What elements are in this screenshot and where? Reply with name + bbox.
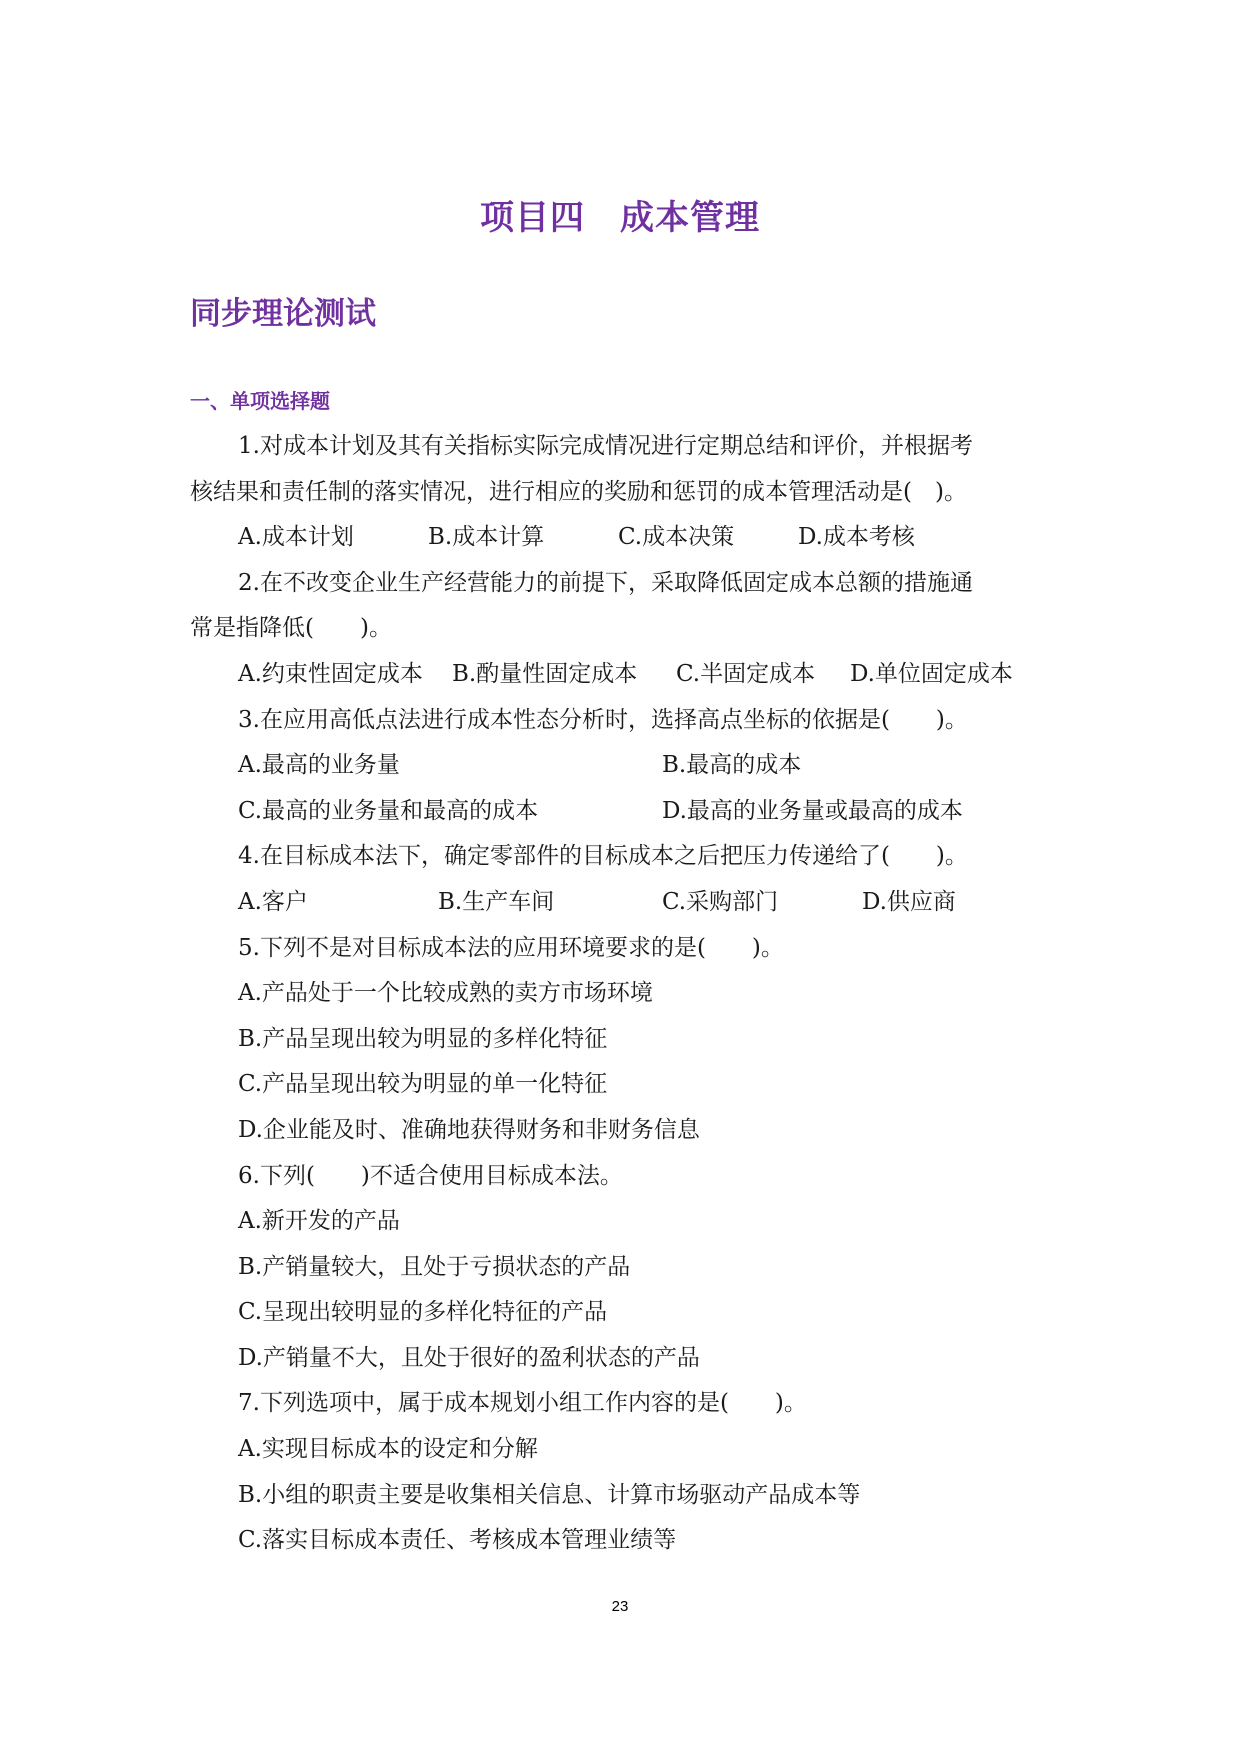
question-4-options xyxy=(190,880,1040,926)
question-3-stem: 3.在应用高低点法进行成本性态分析时，选择高点坐标的依据是( )。 xyxy=(238,706,968,733)
question-6-option-d: D.产销量不大，且处于很好的盈利状态的产品 xyxy=(238,1344,700,1371)
question-4-stem: 4.在目标成本法下，确定零部件的目标成本之后把压力传递给了( )。 xyxy=(238,843,968,870)
question-7-option-a: A.实现目标成本的设定和分解 xyxy=(238,1436,538,1463)
question-7-stem: 7.下列选项中，属于成本规划小组工作内容的是( )。 xyxy=(238,1390,807,1417)
question-6-option-c: C.呈现出较明显的多样化特征的产品 xyxy=(238,1299,608,1326)
question-2-option-a: A.约束性固定成本 xyxy=(238,660,423,687)
question-1-option-d: D.成本考核 xyxy=(798,524,915,551)
question-5-stem: 5.下列不是对目标成本法的应用环境要求的是( )。 xyxy=(238,934,784,961)
question-2-stem-line1: 2.在不改变企业生产经营能力的前提下，采取降低固定成本总额的措施通 xyxy=(238,569,973,596)
question-6-option-b: B.产销量较大，且处于亏损状态的产品 xyxy=(238,1253,631,1280)
subsection-title: 一、单项选择题 xyxy=(190,389,330,413)
question-1-options xyxy=(190,515,1040,561)
question-1-option-b: B.成本计算 xyxy=(428,524,545,551)
section-title: 同步理论测试 xyxy=(190,296,376,332)
question-2-stem-line2: 常是指降低( )。 xyxy=(190,615,392,642)
question-5-option-a: A.产品处于一个比较成熟的卖方市场环境 xyxy=(238,980,653,1007)
question-3-option-b: B.最高的成本 xyxy=(662,752,802,779)
question-3-option-a: A.最高的业务量 xyxy=(238,752,400,779)
question-7-option-c: C.落实目标成本责任、考核成本管理业绩等 xyxy=(238,1527,677,1554)
question-1-stem-line2: 核结果和责任制的落实情况，进行相应的奖励和惩罚的成本管理活动是( )。 xyxy=(190,478,967,505)
question-4-option-c: C.采购部门 xyxy=(662,888,779,915)
question-5-option-c: C.产品呈现出较为明显的单一化特征 xyxy=(238,1071,608,1098)
question-1-stem-line1: 1.对成本计划及其有关指标实际完成情况进行定期总结和评价，并根据考 xyxy=(238,433,973,459)
question-3-option-c: C.最高的业务量和最高的成本 xyxy=(238,797,539,824)
question-3-option-d: D.最高的业务量或最高的成本 xyxy=(662,797,963,824)
question-1-option-c: C.成本决策 xyxy=(618,524,735,551)
question-3-options-row1 xyxy=(190,743,1040,789)
question-4-option-b: B.生产车间 xyxy=(438,888,555,915)
question-6-stem: 6.下列( )不适合使用目标成本法。 xyxy=(238,1162,623,1189)
question-2-option-d: D.单位固定成本 xyxy=(850,660,1013,687)
question-3-options-row2 xyxy=(190,789,1040,835)
chapter-title: 项目四 成本管理 xyxy=(480,198,760,238)
question-4-option-a: A.客户 xyxy=(238,888,308,915)
question-2-option-b: B.酌量性固定成本 xyxy=(452,660,638,687)
question-4-option-d: D.供应商 xyxy=(862,888,956,915)
question-2-options xyxy=(190,652,1040,698)
question-list xyxy=(190,424,1040,1564)
question-2-option-c: C.半固定成本 xyxy=(676,660,816,687)
question-5-option-b: B.产品呈现出较为明显的多样化特征 xyxy=(238,1025,608,1052)
question-5-option-d: D.企业能及时、准确地获得财务和非财务信息 xyxy=(238,1116,700,1143)
page-number: 23 xyxy=(611,1598,629,1615)
question-7-option-b: B.小组的职责主要是收集相关信息、计算市场驱动产品成本等 xyxy=(238,1481,861,1508)
question-6-option-a: A.新开发的产品 xyxy=(238,1208,400,1235)
question-1-option-a: A.成本计划 xyxy=(238,524,354,551)
